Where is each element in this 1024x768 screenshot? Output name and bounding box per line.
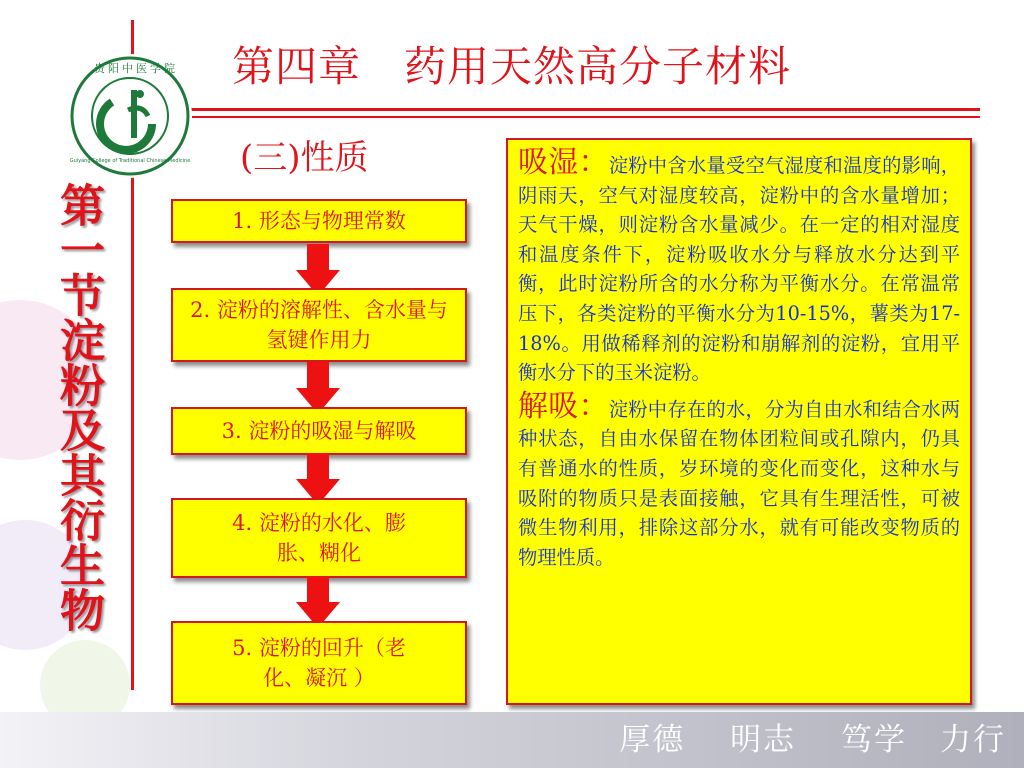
step-box-2 (171, 288, 467, 362)
absorb-paragraph (518, 145, 961, 388)
properties-text-panel (506, 138, 972, 705)
step-label: 2. 淀粉的溶解性、含水量与氢键作用力 (190, 298, 448, 352)
step-box-4 (171, 498, 467, 578)
logo-top-text: 贵阳中医学院 (94, 62, 178, 75)
absorb-heading: 吸湿： (518, 145, 609, 180)
step-box-5 (171, 621, 467, 705)
section-side-title: 第一节淀粉及其衍生物 (52, 182, 105, 632)
step-box-1 (171, 199, 467, 243)
step-label: 4. 淀粉的水化、膨胀、糊化 (232, 511, 406, 565)
section-subtitle: (三)性质 (240, 138, 369, 178)
header-rule-2 (190, 116, 980, 118)
desorb-heading: 解吸： (518, 388, 609, 424)
logo-ring-text: Guiyang College of Traditional Chinese Medicine (69, 158, 191, 164)
school-logo (68, 54, 192, 178)
step-label: 3. 淀粉的吸湿与解吸 (221, 419, 417, 443)
step-label: 1. 形态与物理常数 (232, 209, 406, 233)
step-box-3 (171, 407, 467, 455)
step-label: 5. 淀粉的回升（老化、凝沉 ） (232, 636, 406, 690)
header-rule (150, 108, 980, 111)
desorb-text: 淀粉中存在的水，分为自由水和结合水两种状态，自由水保留在物体团粒间或孔隙内，仍具有普通水的性质，岁环境的变化而变化，这种水与吸附的物质只是表面接触，它具有生理活性，可被微生物利用，排除这部分水，就有可能改变物质的物理性质。 (518, 397, 961, 569)
page-title: 第四章 药用天然高分子材料 (232, 42, 792, 91)
absorb-text: 淀粉中含水量受空气湿度和温度的影响，阴雨天，空气对湿度较高，淀粉中的含水量增加；天气干燥，则淀粉含水量减少。在一定的相对湿度和温度条件下，淀粉吸收水分与释放水分达到平衡，此时淀粉所含的水分称为平衡水分。在常温常压下，各类淀粉的平衡水分为10-15%，薯类为17-18%。用做稀释剂的淀粉和崩解剂的淀粉，宜用平衡水分下的玉米淀粉。 (518, 154, 961, 385)
logo-year: 1965 (120, 148, 138, 156)
desorb-paragraph (518, 388, 961, 573)
footer-motto: 厚德 明志 笃学 力行 (619, 722, 1006, 758)
